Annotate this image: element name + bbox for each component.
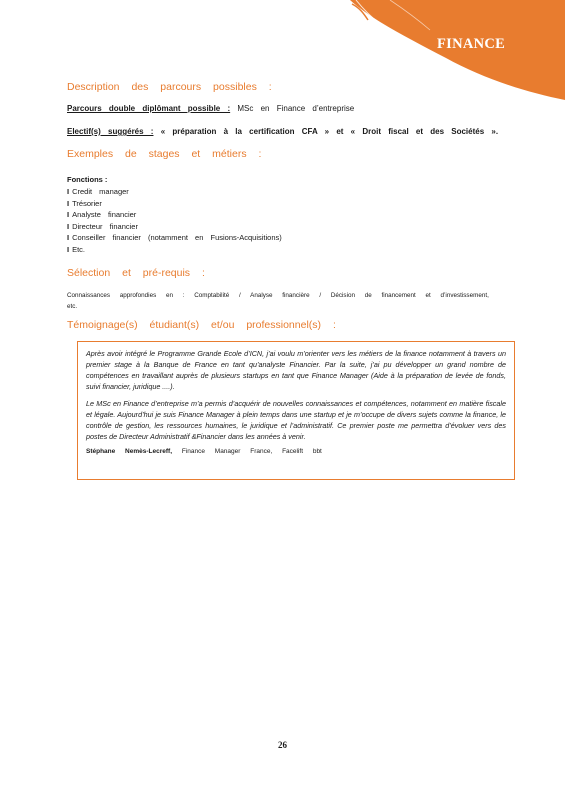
heading-description: Description des parcours possibles :	[67, 81, 272, 93]
parcours-value: MSc en Finance d’entreprise	[237, 104, 355, 113]
heading-selection: Sélection et pré-requis :	[67, 267, 205, 279]
list-item: I Directeur financier	[67, 221, 282, 233]
list-item: I Credit manager	[67, 186, 282, 198]
parcours-label: Parcours double diplômant possible :	[67, 104, 231, 113]
list-item: I Trésorier	[67, 198, 282, 210]
electifs-label: Electif(s) suggérés :	[67, 127, 154, 136]
parcours-line	[67, 104, 354, 113]
selection-text: Connaissances approfondies en : Comptabilité / Analyse financière / Décision de financement et d’investissement, etc.	[67, 292, 489, 310]
fonctions-label: Fonctions :	[67, 175, 108, 184]
testimonial-paragraph-1: Après avoir intégré le Programme Grande Ecole d’ICN, j’ai voulu m’orienter vers les métiers de la finance notamment à travers un premier stage à la Banque de France en tant qu’analyste Financier. Par la suite, j’ai pu développer un grand nombre de compétences en travaillant auprès de plusieurs startups en tant que Finance Manager (Aide à la préparation de levée de fonds, suivi financier, juridique ....).	[86, 349, 506, 391]
testimonial-role: Finance Manager France, Facelift bbt	[181, 448, 322, 455]
page-number: 26	[278, 740, 287, 750]
testimonial-author: Stéphane Nemès-Lecreff,	[86, 448, 173, 455]
list-item: I Conseiller financier (notamment en Fusions-Acquisitions)	[67, 232, 282, 244]
testimonial-paragraph-2: Le MSc en Finance d’entreprise m’a permis d’acquérir de nouvelles connaissances et compétences, notamment en matière fiscale et légale. Aujourd’hui je suis Finance Manager à plein temps dans une startup et je m’occupe de divers sujets comme la finance, le contrôle de gestion, les ressources humaines, le juridique et l’administratif. Ce premier poste me permettra d’évoluer vers des postes de Directeur Administratif &Financier dans les années à venir.	[86, 399, 506, 441]
electifs-value: « préparation à la certification CFA » et « Droit fiscal et des Sociétés ».	[160, 127, 499, 136]
testimonial-box	[77, 341, 515, 480]
list-item: I Etc.	[67, 244, 282, 256]
list-item: I Analyste financier	[67, 209, 282, 221]
testimonial-signature	[86, 448, 506, 455]
heading-stages: Exemples de stages et métiers :	[67, 148, 262, 160]
fonctions-list	[67, 186, 282, 255]
electifs-line	[67, 127, 498, 136]
heading-temoignage: Témoignage(s) étudiant(s) et/ou professionnel(s) :	[67, 319, 336, 331]
banner-title: FINANCE	[437, 36, 506, 52]
